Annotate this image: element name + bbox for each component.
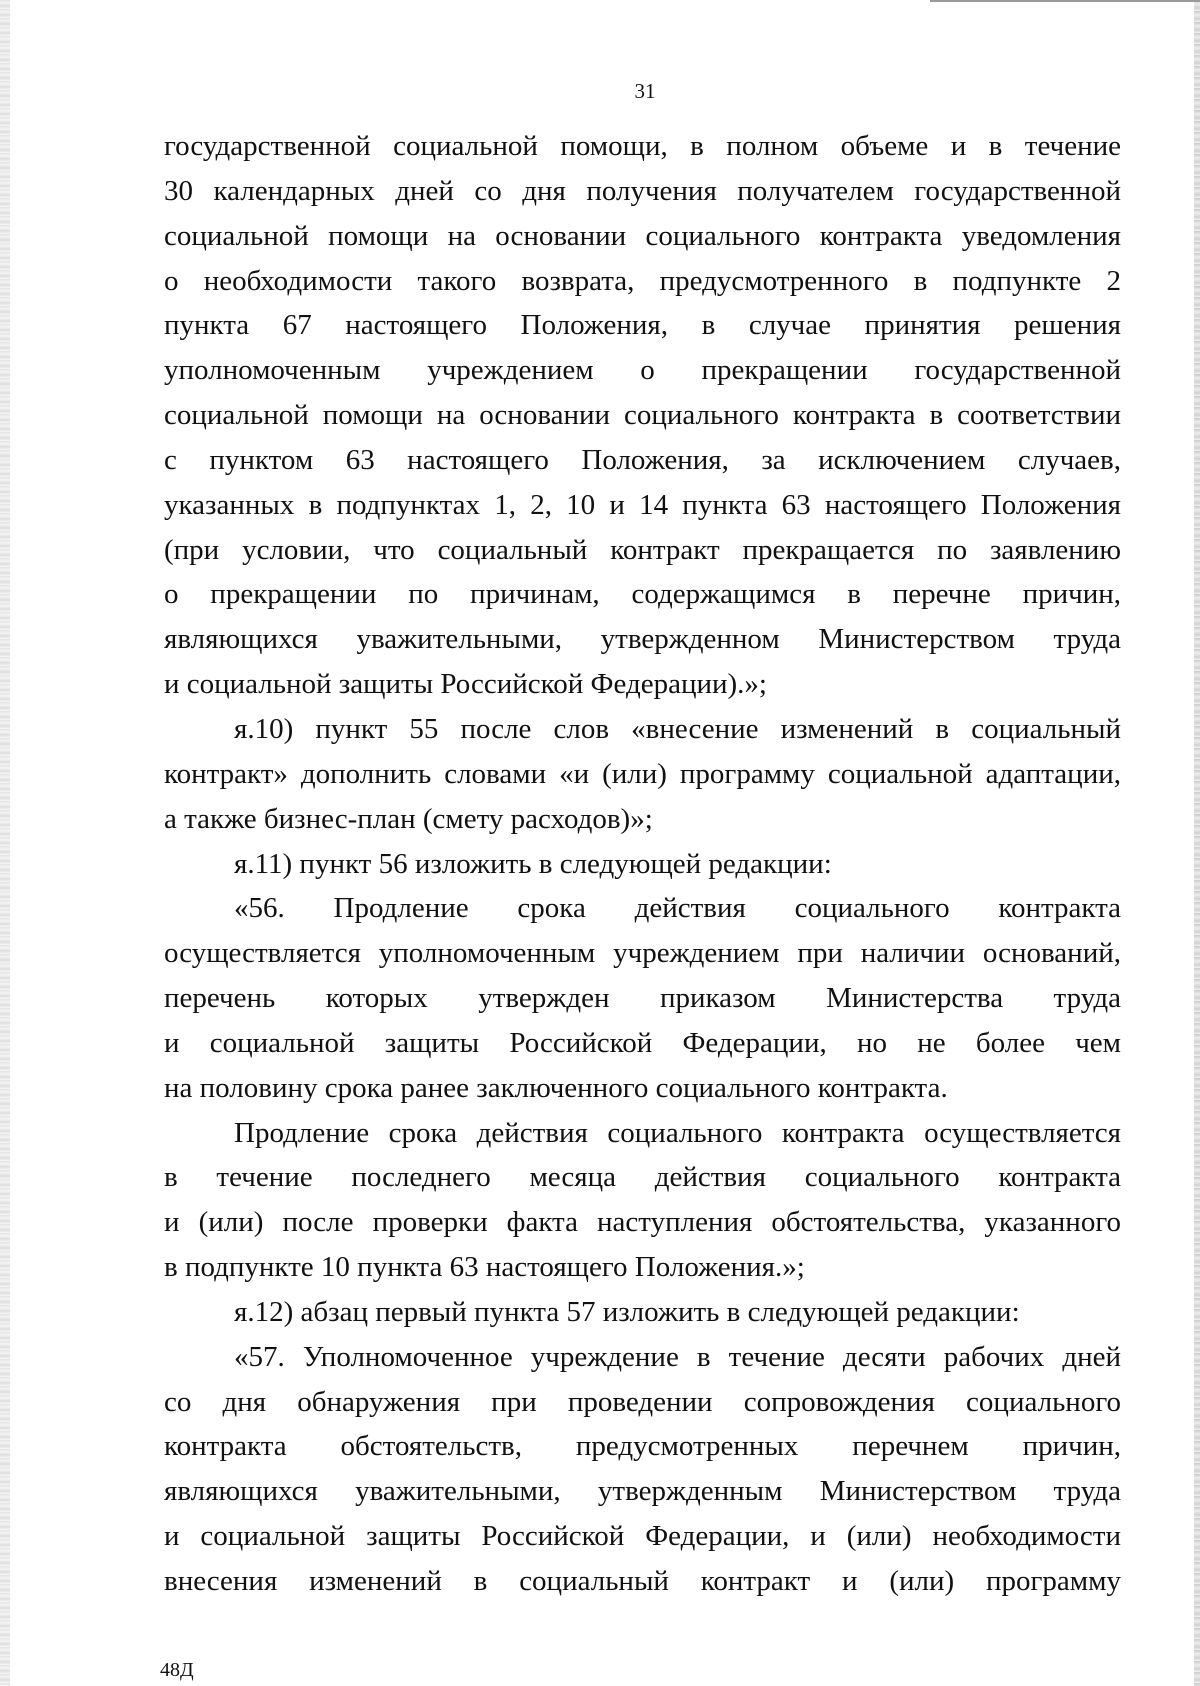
text-line: в течение последнего месяца действия социального контракта [164,1161,1121,1194]
text-line: и социальной защиты Российской Федерации).»; [164,668,767,701]
text-line: контракта обстоятельств, предусмотренных перечнем причин, [164,1430,1121,1463]
text-line: контракт» дополнить словами «и (или) программу социальной адаптации, [164,757,1121,790]
text-line: «57. Уполномоченное учреждение в течение десяти рабочих дней [234,1340,1121,1373]
scan-edge-top [930,0,1200,2]
text-line: социальной помощи на основании социального контракта в соответствии [164,399,1121,432]
footer-code: 48Д [160,1659,194,1681]
text-line: я.10) пункт 55 после слов «внесение изменений в социальный [234,712,1121,745]
text-line: в подпункте 10 пункта 63 настоящего Положения.»; [164,1251,805,1284]
text-line: пункта 67 настоящего Положения, в случае принятия решения [164,309,1121,342]
text-line: уполномоченным учреждением о прекращении государственной [164,354,1121,387]
text-line: осуществляется уполномоченным учреждением при наличии оснований, [164,937,1121,970]
text-line: 30 календарных дней со дня получения получателем государственной [164,174,1121,207]
text-line: и социальной защиты Российской Федерации, и (или) необходимости [164,1520,1121,1553]
text-line: с пунктом 63 настоящего Положения, за исключением случаев, [164,443,1121,476]
scan-edge-right [1194,0,1200,1686]
text-line: я.11) пункт 56 изложить в следующей редакции: [234,847,832,880]
text-line: социальной помощи на основании социального контракта уведомления [164,219,1121,252]
text-line: и (или) после проверки факта наступления обстоятельства, указанного [164,1206,1121,1239]
text-line: я.12) абзац первый пункта 57 изложить в следующей редакции: [234,1295,1020,1328]
text-line: перечень которых утвержден приказом Министерства труда [164,982,1121,1015]
text-line: о необходимости такого возврата, предусмотренного в подпункте 2 [164,264,1121,297]
document-body [164,124,1121,1604]
text-line: внесения изменений в социальный контракт и (или) программу [164,1565,1121,1597]
text-line: государственной социальной помощи, в полном объеме и в течение [164,130,1121,162]
scan-edge-left [0,0,10,1686]
page-number: 31 [634,79,656,103]
text-line: со дня обнаружения при проведении сопровождения социального [164,1385,1121,1418]
text-line: являющихся уважительными, утвержденным Министерством труда [164,1475,1121,1508]
text-line: на половину срока ранее заключенного социального контракта. [164,1071,948,1104]
text-line: о прекращении по причинам, содержащимся в перечне причин, [164,578,1121,611]
text-line: и социальной защиты Российской Федерации, но не более чем [164,1026,1121,1059]
text-line: Продление срока действия социального контракта осуществляется [234,1116,1121,1149]
text-line: являющихся уважительными, утвержденном Министерством труда [164,623,1121,656]
text-line: «56. Продление срока действия социального контракта [234,892,1121,925]
text-line: (при условии, что социальный контракт прекращается по заявлению [164,533,1121,566]
text-line: указанных в подпунктах 1, 2, 10 и 14 пункта 63 настоящего Положения [164,488,1121,521]
text-line: а также бизнес-план (смету расходов)»; [164,802,653,835]
